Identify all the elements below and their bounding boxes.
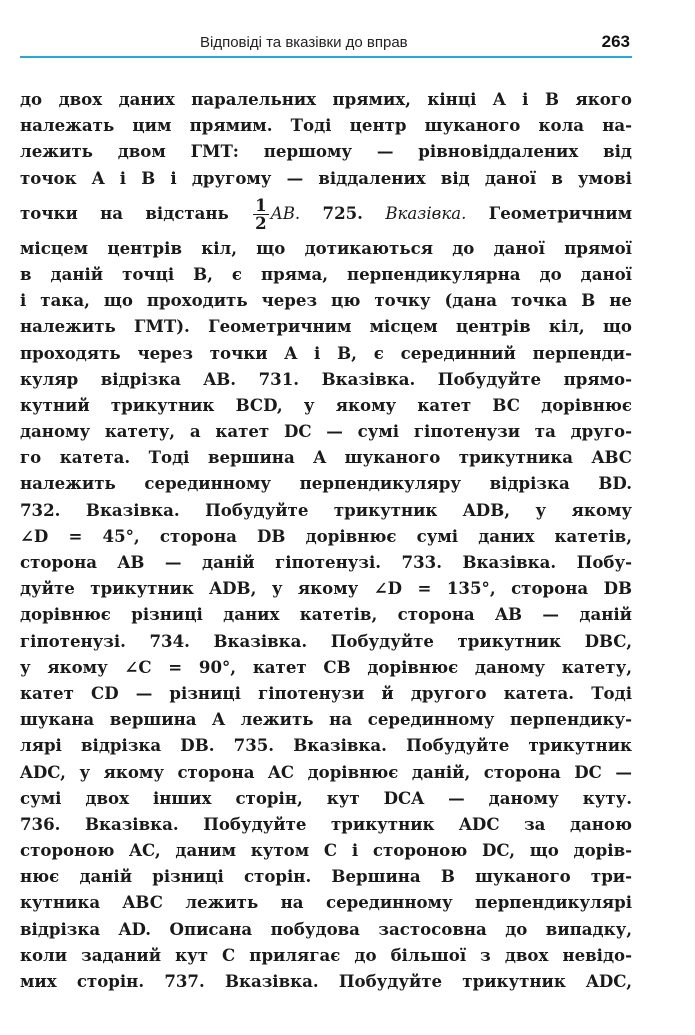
- problem-number: 725.: [322, 202, 363, 223]
- text-line: нює даній різниці сторін. Вершина B шуканого три-: [20, 866, 632, 887]
- text-line: відрізка AD. Описана побудова застосовна до випадку,: [20, 918, 632, 939]
- text-line: куляр відрізка AB. 731. Вказівка. Побудуйте прямо-: [20, 368, 632, 389]
- text-line: у якому ∠C = 90°, катет CB дорівнює даному катету,: [20, 656, 632, 677]
- fraction-numerator: 1: [255, 194, 267, 215]
- text-line: ADC, у якому сторона AC дорівнює даній, сторона DC —: [20, 761, 632, 782]
- text-line: ∠D = 45°, сторона DB дорівнює сумі даних катетів,: [20, 525, 632, 546]
- text-line: катет CD — різниці гіпотенузи й другого катета. Тоді: [20, 682, 632, 703]
- hint-word: Вказівка.: [385, 203, 467, 223]
- text-line: лежить двом ГМТ: першому — рівновіддалених від: [20, 141, 632, 162]
- text-line: належить серединному перпендикуляру відрізка BD.: [20, 473, 632, 494]
- text-line: 736. Вказівка. Побудуйте трикутник ADC за даною: [20, 813, 632, 834]
- text-line: проходять через точки A і B, є серединний перпенди-: [20, 342, 632, 363]
- text-line: сторона AB — даній гіпотенузі. 733. Вказівка. Побу-: [20, 552, 632, 572]
- fraction-one-half: [253, 194, 269, 233]
- running-title: Відповіді та вказівки до вправ: [200, 34, 408, 51]
- text-line: належать цим прямим. Тоді центр шуканого кола на-: [20, 115, 632, 136]
- text-line: кутний трикутник BCD, у якому катет BC дорівнює: [20, 394, 632, 415]
- text-line: належить ГМТ). Геометричним місцем центрів кіл, що: [20, 316, 632, 337]
- body-text: [20, 86, 632, 994]
- segment-variable: AB.: [270, 203, 301, 223]
- fraction-line-after: Геометричним: [488, 202, 633, 223]
- text-line: лярі відрізка DB. 735. Вказівка. Побудуйте трикутник: [20, 735, 632, 756]
- text-line: в даній точці B, є пряма, перпендикулярна до даної: [20, 263, 632, 284]
- text-line: місцем центрів кіл, що дотикаються до даної прямої: [20, 237, 632, 258]
- text-line: стороною AC, даним кутом C і стороною DC, що дорів-: [20, 840, 632, 861]
- text-line: даному катету, а катет DC — сумі гіпотенузи та друго-: [20, 421, 632, 442]
- text-line: мих сторін. 737. Вказівка. Побудуйте трикутник ADC,: [20, 971, 632, 991]
- fraction-denominator: 2: [255, 212, 267, 233]
- text-line: го катета. Тоді вершина A шуканого трикутника ABC: [20, 447, 632, 468]
- text-line: точок A і B і другому — віддалених від даної в умові: [20, 167, 632, 188]
- page-header: [20, 34, 632, 58]
- fraction-line-before: точки на відстань: [20, 202, 229, 223]
- text-line: шукана вершина A лежить на серединному перпендику-: [20, 709, 632, 730]
- text-line: до двох даних паралельних прямих, кінці A і B якого: [20, 89, 632, 109]
- text-line: коли заданий кут C прилягає до більшої з двох невідо-: [20, 944, 632, 965]
- text-line: дорівнює різниці даних катетів, сторона AB — даній: [20, 604, 632, 625]
- page-number: 263: [601, 32, 630, 51]
- text-line: сумі двох інших сторін, кут DCA — даному куту.: [20, 787, 632, 808]
- text-line: і така, що проходить через цю точку (дана точка B не: [20, 290, 632, 311]
- text-line: дуйте трикутник ADB, у якому ∠D = 135°, сторона DB: [20, 578, 632, 599]
- text-line: 732. Вказівка. Побудуйте трикутник ADB, у якому: [20, 499, 632, 520]
- fraction-text-line: [20, 191, 632, 235]
- text-line: кутника ABC лежить на серединному перпендикулярі: [20, 892, 632, 913]
- text-line: гіпотенузі. 734. Вказівка. Побудуйте трикутник DBC,: [20, 630, 632, 651]
